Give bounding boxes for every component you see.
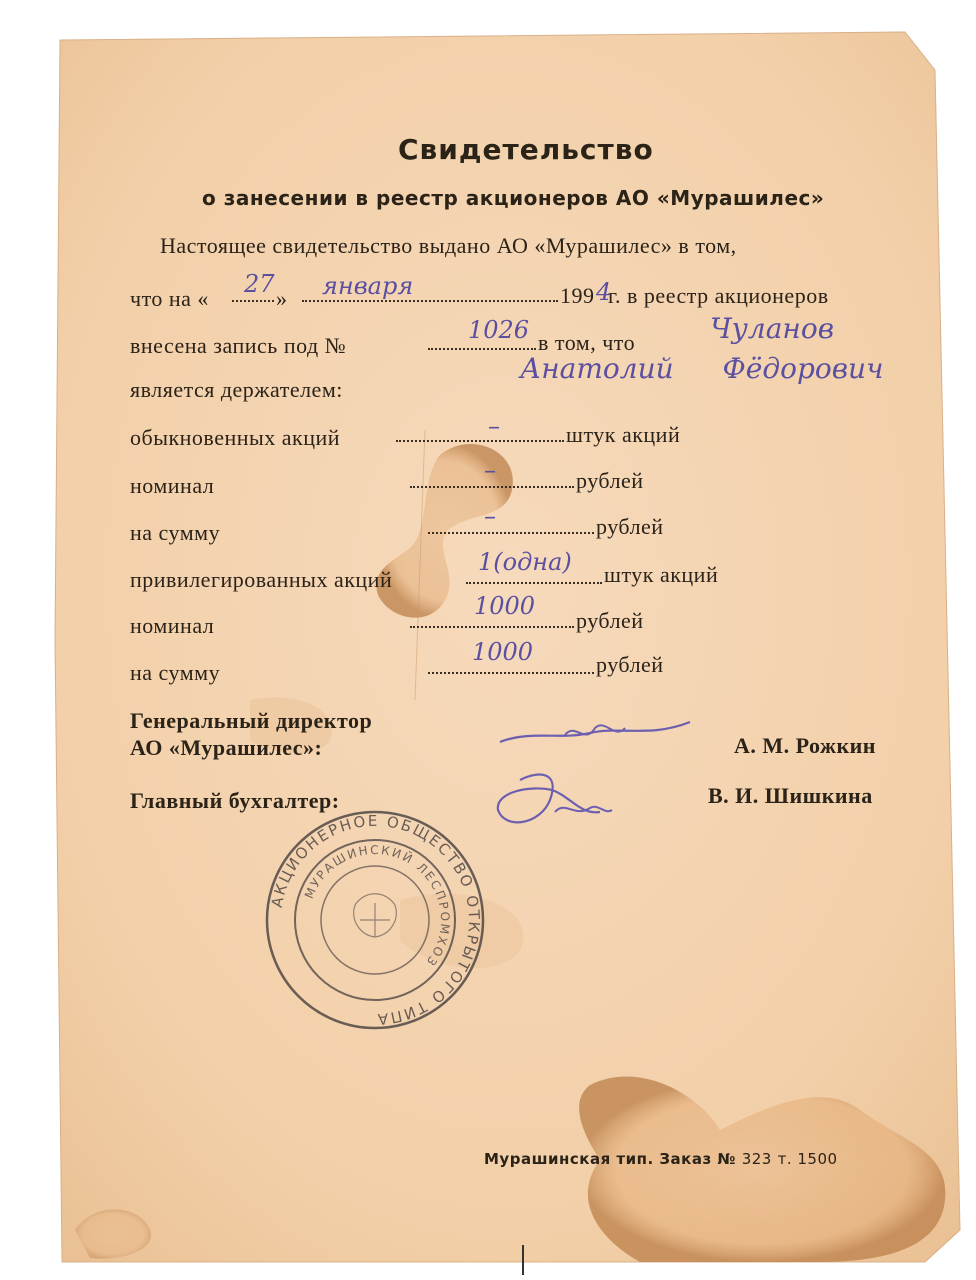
document-title: Свидетельство	[398, 133, 654, 166]
printer-footer	[484, 1150, 838, 1168]
handwritten-holder-name: Анатолий Фёдорович	[520, 352, 884, 385]
handwritten-holder-surname: Чуланов	[710, 312, 835, 345]
preferred-shares-unit: штук акций	[604, 562, 719, 587]
nominal-2-label: номинал	[130, 613, 215, 638]
nominal-2-line	[410, 626, 574, 628]
date-mid: »	[276, 286, 288, 311]
sum-1-unit: рублей	[596, 514, 664, 539]
intro-text: Настоящее свидетельство выдано АО «Мурашилес» в том,	[160, 233, 737, 258]
accountant-name: В. И. Шишкина	[708, 783, 873, 808]
printer-run: т. 1500	[777, 1150, 838, 1168]
printer-footer-text: Мурашинская тип. Заказ №	[484, 1150, 736, 1168]
ordinary-shares-unit: штук акций	[566, 422, 681, 447]
handwritten-preferred-count: 1(одна)	[478, 548, 572, 576]
date-suffix: г. в реестр акционеров	[608, 283, 829, 308]
date-day-line	[232, 300, 274, 302]
stamp-outer-text: АКЦИОНЕРНОЕ ОБЩЕСТВО ОТКРЫТОГО ТИПА	[267, 811, 484, 1029]
record-prefix: внесена запись под №	[130, 333, 347, 358]
record-suffix: в том, что	[538, 330, 636, 355]
nominal-1-line	[410, 486, 574, 488]
date-month-line	[302, 300, 558, 302]
handwritten-day: 27	[244, 270, 275, 298]
handwritten-sum-2: 1000	[472, 638, 534, 666]
nominal-1-label: номинал	[130, 473, 215, 498]
printer-order-number: 323	[741, 1150, 772, 1168]
sum-2-line	[428, 672, 594, 674]
stamp-inner-text: МУРАШИНСКИЙ ЛЕСПРОМХОЗ	[301, 842, 453, 970]
handwritten-month: января	[322, 272, 414, 300]
handwritten-ordinary-count: –	[488, 412, 500, 440]
ordinary-shares-label: обыкновенных акций	[130, 425, 341, 450]
sum-1-label: на сумму	[130, 520, 221, 545]
date-prefix: что на «	[130, 286, 209, 311]
nominal-1-unit: рублей	[576, 468, 644, 493]
ordinary-shares-line	[396, 440, 564, 442]
director-title-line-2: АО «Мурашилес»:	[130, 735, 323, 760]
director-name: А. М. Рожкин	[734, 733, 876, 758]
sum-1-line	[428, 532, 594, 534]
round-seal-stamp	[260, 805, 490, 1035]
handwritten-nominal-1: –	[484, 456, 496, 484]
accountant-title: Главный бухгалтер:	[130, 788, 340, 813]
record-number-line	[428, 348, 536, 350]
preferred-shares-label: привилегированных акций	[130, 567, 393, 592]
holder-label: является держателем:	[130, 377, 343, 402]
handwritten-nominal-2: 1000	[474, 592, 536, 620]
sum-2-unit: рублей	[596, 652, 664, 677]
date-year-prefix: 199	[560, 283, 595, 308]
document-subtitle: о занесении в реестр акционеров АО «Мурашилес»	[202, 186, 825, 210]
nominal-2-unit: рублей	[576, 608, 644, 633]
handwritten-sum-1: –	[484, 502, 496, 530]
director-title-line-1: Генеральный директор	[130, 708, 373, 733]
handwritten-record-number: 1026	[468, 316, 530, 344]
handwritten-year-digit: 4	[596, 278, 612, 306]
preferred-shares-line	[466, 582, 602, 584]
sum-2-label: на сумму	[130, 660, 221, 685]
